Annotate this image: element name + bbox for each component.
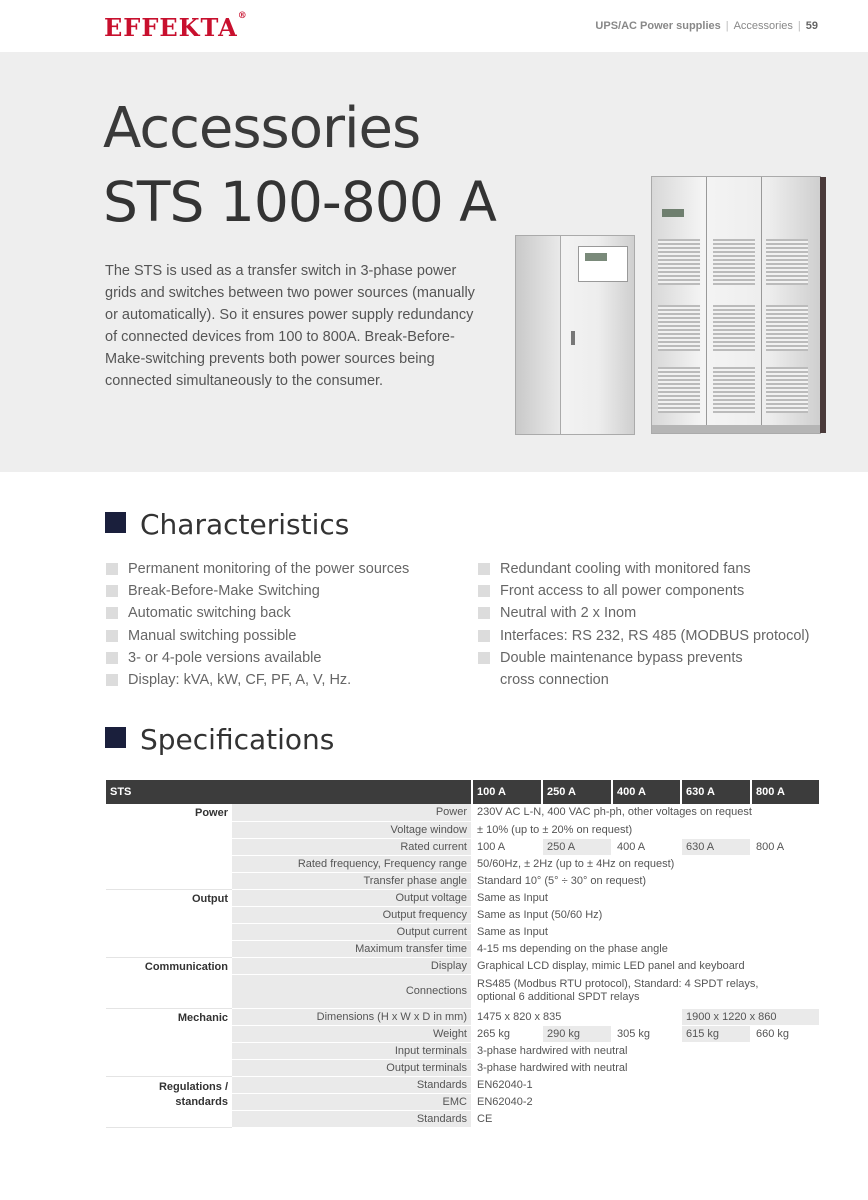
value-cell: 100 A (472, 838, 542, 855)
table-row (106, 889, 819, 906)
value-cell: 3-phase hardwired with neutral (472, 1059, 819, 1076)
label-cell: Output voltage (232, 889, 472, 906)
value-cell: Graphical LCD display, mimic LED panel and keyboard (472, 957, 819, 974)
label-cell: Rated current (232, 838, 472, 855)
effekta-logo: EFFEKTA® (104, 11, 248, 42)
list-item: Front access to all power components (477, 580, 817, 602)
category-cell: Mechanic (106, 1008, 232, 1076)
value-cell: 1900 x 1220 x 860 (681, 1008, 819, 1025)
table-header-cell: STS (106, 780, 472, 804)
list-item: Display: kVA, kW, CF, PF, A, V, Hz. (105, 669, 409, 691)
characteristics-list-right (477, 558, 817, 691)
table-header-cell: 630 A (681, 780, 751, 804)
category-cell: Power (106, 804, 232, 889)
specifications-table (106, 780, 819, 1128)
breadcrumb-sub: Accessories (733, 20, 793, 32)
label-cell: Dimensions (H x W x D in mm) (232, 1008, 472, 1025)
value-cell: ± 10% (up to ± 20% on request) (472, 821, 819, 838)
label-cell: Standards (232, 1110, 472, 1127)
page-number: 59 (805, 20, 818, 32)
value-cell: Same as Input (50/60 Hz) (472, 906, 819, 923)
value-cell: 615 kg (681, 1025, 751, 1042)
table-row (106, 957, 819, 974)
label-cell: Output frequency (232, 906, 472, 923)
value-cell: Same as Input (472, 889, 819, 906)
list-item: Neutral with 2 x Inom (477, 602, 817, 624)
value-cell: EN62040-1 (472, 1076, 819, 1093)
product-description: The STS is used as a transfer switch in 3-phase power grids and switches between two power sources (manually or automatically). So it ensures power supply redundancy of connected devices from 100 to 800A. Break-Before-Make-switching prevents both power sources being connected simultaneously to the consumer. (105, 263, 475, 389)
value-cell: 265 kg (472, 1025, 542, 1042)
list-item: Redundant cooling with monitored fans (477, 558, 817, 580)
sts-cabinet-large-image (651, 176, 821, 434)
label-cell: Transfer phase angle (232, 872, 472, 889)
list-item: Double maintenance bypass prevents cross connection (477, 647, 767, 691)
value-cell: Same as Input (472, 923, 819, 940)
value-cell: 1475 x 820 x 835 (472, 1008, 681, 1025)
value-cell: 50/60Hz, ± 2Hz (up to ± 4Hz on request) (472, 855, 819, 872)
label-cell: Voltage window (232, 821, 472, 838)
value-cell: 660 kg (751, 1025, 819, 1042)
value-cell: RS485 (Modbus RTU protocol), Standard: 4 SPDT relays, optional 6 additional SPDT relays (472, 974, 819, 1008)
table-header-cell: 250 A (542, 780, 612, 804)
characteristics-heading: Characteristics (105, 508, 349, 541)
label-cell: Display (232, 957, 472, 974)
label-cell: Output current (232, 923, 472, 940)
value-cell: 250 A (542, 838, 612, 855)
value-cell: 230V AC L-N, 400 VAC ph-ph, other voltages on request (472, 804, 819, 821)
table-row (106, 1008, 819, 1025)
breadcrumb-section: UPS/AC Power supplies (595, 20, 721, 32)
value-cell: 290 kg (542, 1025, 612, 1042)
list-item: Interfaces: RS 232, RS 485 (MODBUS protocol) (477, 625, 817, 647)
value-cell: 3-phase hardwired with neutral (472, 1042, 819, 1059)
label-cell: EMC (232, 1093, 472, 1110)
value-cell: CE (472, 1110, 819, 1127)
label-cell: Weight (232, 1025, 472, 1042)
label-cell: Rated frequency, Frequency range (232, 855, 472, 872)
label-cell: Maximum transfer time (232, 940, 472, 957)
sts-cabinet-small-image (515, 235, 635, 435)
list-item: 3- or 4-pole versions available (105, 647, 409, 669)
value-cell: 800 A (751, 838, 819, 855)
table-header-row (106, 780, 819, 804)
list-item: Manual switching possible (105, 625, 409, 647)
hero-section (0, 52, 868, 472)
square-icon (105, 512, 126, 533)
label-cell: Connections (232, 974, 472, 1008)
list-item: Permanent monitoring of the power sources (105, 558, 409, 580)
page-title: Accessories (103, 96, 421, 161)
category-cell: Output (106, 889, 232, 957)
value-cell: 400 A (612, 838, 681, 855)
value-cell: 4-15 ms depending on the phase angle (472, 940, 819, 957)
value-cell: 630 A (681, 838, 751, 855)
table-row (106, 804, 819, 821)
specifications-heading: Specifications (105, 723, 334, 756)
table-row (106, 1076, 819, 1093)
breadcrumb: UPS/AC Power supplies | Accessories | 59 (595, 20, 818, 32)
table-header-cell: 100 A (472, 780, 542, 804)
label-cell: Standards (232, 1076, 472, 1093)
square-icon (105, 727, 126, 748)
table-header-cell: 800 A (751, 780, 819, 804)
category-cell: Regulations / standards (106, 1076, 232, 1127)
value-cell: Standard 10° (5° ÷ 30° on request) (472, 872, 819, 889)
value-cell: EN62040-2 (472, 1093, 819, 1110)
product-title: STS 100-800 A (103, 170, 496, 234)
list-item: Automatic switching back (105, 602, 409, 624)
label-cell: Power (232, 804, 472, 821)
page-header (0, 0, 868, 52)
value-cell: 305 kg (612, 1025, 681, 1042)
label-cell: Output terminals (232, 1059, 472, 1076)
list-item: Break-Before-Make Switching (105, 580, 409, 602)
category-cell: Communication (106, 957, 232, 1008)
label-cell: Input terminals (232, 1042, 472, 1059)
table-header-cell: 400 A (612, 780, 681, 804)
characteristics-list-left (105, 558, 409, 691)
